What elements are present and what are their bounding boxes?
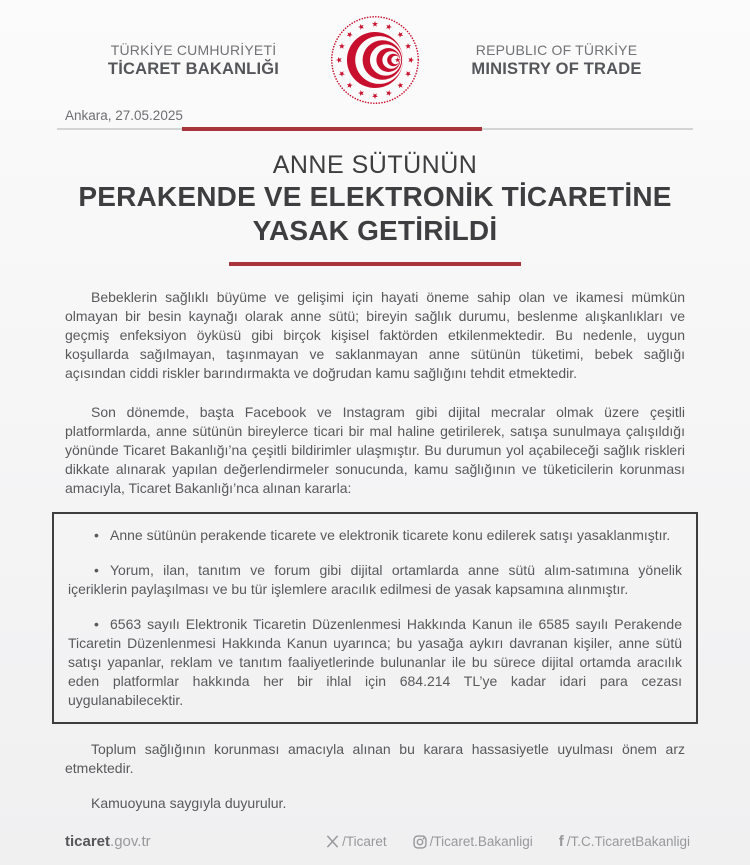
divider-red-segment bbox=[182, 127, 482, 131]
bullet-icon: • bbox=[94, 616, 99, 632]
document-header bbox=[0, 0, 750, 106]
decision-item bbox=[68, 526, 682, 545]
footer bbox=[65, 833, 690, 850]
website-link[interactable] bbox=[65, 833, 151, 850]
bullet-icon: • bbox=[94, 527, 99, 543]
facebook-handle: /T.C.TicaretBakanligi bbox=[566, 834, 690, 849]
ministry-name-en: MINISTRY OF TRADE bbox=[471, 59, 642, 78]
sign-off: Kamuoyuna saygıyla duyurulur. bbox=[91, 795, 287, 811]
instagram-social-link[interactable] bbox=[413, 834, 533, 849]
decision-item-text: Yorum, ilan, tanıtım ve forum gibi dijital ortamlarda anne sütü alım-satımına yönelik içeriklerin paylaşılması ve bu tür işlemlere aracılık edilmesi de yasak kapsamına alınmıştır. bbox=[68, 562, 682, 597]
paragraph-2: Son dönemde, başta Facebook ve Instagram gibi dijital mecralar olmak üzere çeşitli platformlarda, anne sütünün bireylerce ticari bir mal haline getirilerek, satışa sunulmaya çalışıldığı yönünde Ticaret Bakanlığı’na çeşitli bildirimler ulaşmıştır. Bu durumun yol açabileceği sağlık riskleri dikkate alınarak yapılan değerlendirmeler sonucunda, kamu sağlığının ve tüketicilerin korunması amacıyla, Ticaret Bakanlığı’nca alınan kararla: bbox=[65, 404, 685, 496]
website-rest: .gov.tr bbox=[110, 833, 151, 850]
dateline: Ankara, 27.05.2025 bbox=[65, 108, 183, 123]
body-text bbox=[0, 288, 750, 498]
closing-paragraph: Toplum sağlığının korunması amacıyla alınan bu karara hassasiyetle uyulması önem arz etmektedir. bbox=[65, 741, 685, 776]
social-links bbox=[326, 833, 690, 850]
facebook-social-link[interactable] bbox=[559, 833, 690, 850]
press-release-title bbox=[0, 150, 750, 248]
title-red-rule bbox=[229, 262, 521, 266]
title-line-3: YASAK GETİRİLDİ bbox=[252, 215, 498, 246]
x-icon bbox=[326, 835, 339, 848]
decision-item bbox=[68, 615, 682, 710]
header-english-title bbox=[449, 42, 664, 79]
header-divider bbox=[57, 127, 693, 132]
closing-text bbox=[0, 740, 750, 813]
ministry-of-trade-emblem-icon bbox=[329, 14, 421, 106]
decision-item bbox=[68, 561, 682, 599]
x-handle: /Ticaret bbox=[342, 834, 387, 849]
ministry-name-tr: TİCARET BAKANLIĞI bbox=[107, 59, 280, 78]
instagram-handle: /Ticaret.Bakanligi bbox=[429, 834, 533, 849]
republic-name-tr: TÜRKİYE CUMHURİYETİ bbox=[110, 41, 277, 58]
website-bold: ticaret bbox=[65, 833, 111, 850]
title-line-1: ANNE SÜTÜNÜN bbox=[272, 151, 478, 179]
decision-item-text: Anne sütünün perakende ticarete ve elektronik ticarete konu edilerek satışı yasaklanmıştır. bbox=[110, 527, 671, 543]
facebook-icon: f bbox=[558, 833, 564, 850]
header-turkish-title bbox=[86, 42, 301, 79]
republic-name-en: REPUBLIC OF TÜRKİYE bbox=[475, 41, 638, 58]
decision-item-text: 6563 sayılı Elektronik Ticaretin Düzenlenmesi Hakkında Kanun ile 6585 sayılı Perakende Ticaretin Düzenlenmesi Hakkında Kanun uyarınca; bu yasağa aykırı davranan kişiler, anne sütü satışı yapanlar, reklam ve tanıtım faaliyetlerinde bulunanlar ile bu sürece dijital ortamda aracılık eden platformlar hakkında her bir ihlal için 684.214 TL’ye kadar idari para cezası uygulanabilecektir. bbox=[68, 616, 682, 708]
x-social-link[interactable] bbox=[326, 834, 387, 849]
title-line-2: PERAKENDE VE ELEKTRONİK TİCARETİNE bbox=[78, 181, 672, 212]
decision-box bbox=[52, 512, 698, 724]
instagram-icon bbox=[413, 835, 427, 849]
bullet-icon: • bbox=[94, 562, 99, 578]
paragraph-1: Bebeklerin sağlıklı büyüme ve gelişimi için hayati öneme sahip olan ve ikamesi mümkün olmayan bir besin kaynağı olarak anne sütü; bireyin sağlık durumu, beslenme alışkanlıkları ve geçmiş enfeksiyon öyküsü gibi birçok kişisel faktörden etkilenmektedir. Bu nedenle, uygun koşullarda sağılmayan, taşınmayan ve saklanmayan anne sütünün tüketimi, bebek sağlığı açısından ciddi riskler barındırmakta ve doğrudan kamu sağlığını tehdit etmektedir. bbox=[65, 289, 685, 381]
